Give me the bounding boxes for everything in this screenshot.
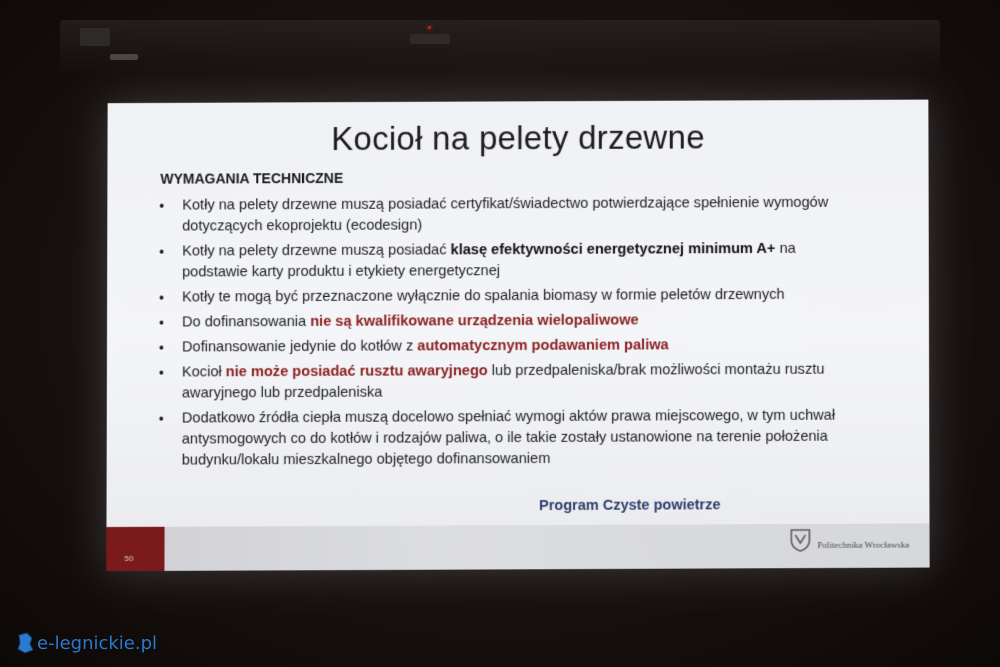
program-name: Program Czyste powietrze	[539, 497, 721, 515]
requirement-item	[147, 239, 857, 284]
requirements-heading: WYMAGANIA TECHNICZNE	[160, 169, 344, 187]
requirement-text: Dodatkowo źródła ciepła muszą docelowo spełniać wymogi aktów prawa miejscowego, w tym uchwał antysmogowych co do kotłów i rodzajów paliwa, o ile takie zostały ustanowione na terenie położenia budynku/lokalu mieszkalnego objętego dofinansowaniem	[181, 407, 836, 469]
requirement-item	[147, 406, 858, 472]
bullet-marker: •	[159, 243, 165, 260]
bullet-marker: •	[159, 314, 164, 331]
requirement-text: Kotły na pelety drzewne muszą posiadać	[182, 242, 451, 260]
footer-accent	[106, 527, 164, 571]
site-watermark	[15, 629, 157, 657]
requirement-text: Kotły na pelety drzewne muszą posiadać certyfikat/świadectwo potwierdzające spełnienie wymogów dotyczących ekoprojektu (ecodesign)	[182, 194, 829, 235]
background-object	[110, 54, 138, 60]
bullet-marker: •	[158, 410, 164, 427]
requirement-emphasis: klasę efektywności energetycznej minimum A+	[450, 240, 776, 259]
requirement-text: Do dofinansowania	[182, 313, 311, 331]
region-map-icon	[15, 632, 35, 654]
requirement-item	[147, 360, 857, 405]
requirement-text: na podstawie karty produktu i etykiety energetycznej	[182, 240, 796, 281]
requirements-list	[147, 193, 858, 476]
requirement-emphasis: nie może posiadać rusztu awaryjnego	[225, 363, 488, 381]
requirement-text: Kocioł	[181, 364, 226, 381]
room-background-strip	[60, 20, 940, 72]
projector-indicator-light	[428, 26, 431, 29]
bullet-marker: •	[159, 197, 165, 214]
institution-name: Politechnika Wrocławska	[817, 539, 910, 550]
requirement-item	[147, 285, 857, 309]
requirement-item	[147, 310, 857, 334]
requirement-emphasis: nie są kwalifikowane urządzenia wielopaliwowe	[310, 312, 639, 330]
requirement-item	[147, 193, 857, 238]
requirement-item	[147, 335, 857, 359]
background-object	[410, 34, 450, 44]
slide-page-number: 50	[124, 553, 134, 564]
slide-title: Kocioł na pelety drzewne	[331, 118, 705, 158]
requirement-text: Kotły te mogą być przeznaczone wyłącznie do spalania biomasy w formie peletów drzewnych	[182, 286, 785, 306]
watermark-text: e-legnickie.pl	[37, 632, 158, 654]
requirement-text: lub przedpaleniska/brak możliwości montażu rusztu awaryjnego lub przedpaleniska	[181, 361, 825, 402]
bullet-marker: •	[158, 339, 164, 356]
bullet-marker: •	[159, 289, 165, 306]
shield-crest-icon	[789, 528, 811, 552]
background-object	[80, 28, 110, 46]
bullet-marker: •	[158, 364, 164, 381]
projection-screen	[106, 100, 929, 572]
requirement-text: Dofinansowanie jedynie do kotłów z	[181, 338, 418, 356]
requirement-emphasis: automatycznym podawaniem paliwa	[417, 337, 669, 355]
